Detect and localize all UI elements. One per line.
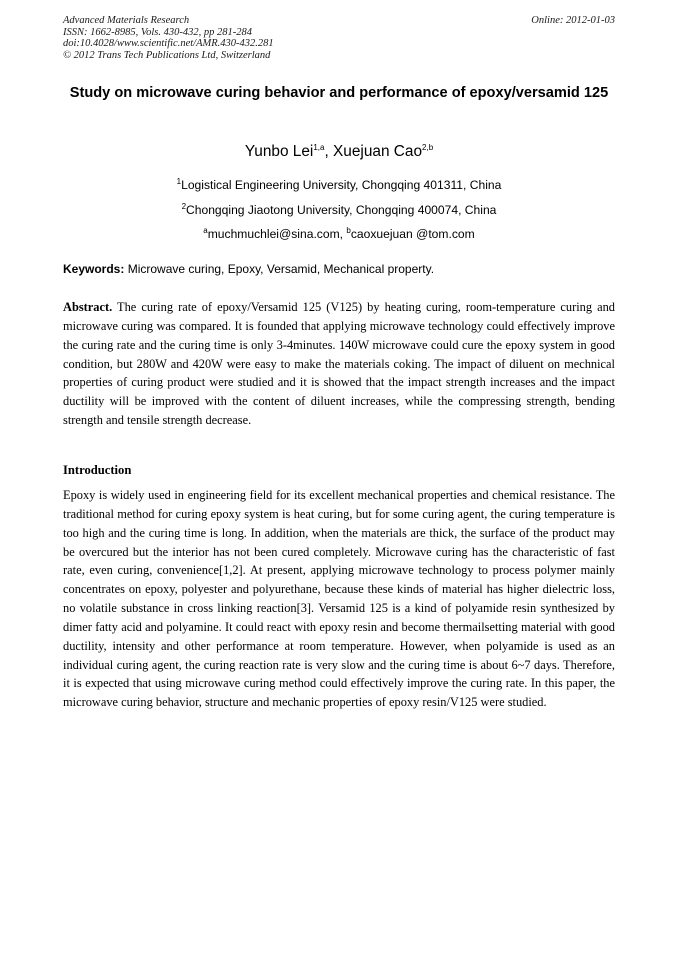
- affiliation-2: [63, 202, 615, 218]
- keywords-paragraph: [63, 261, 615, 277]
- issn-line: ISSN: 1662-8985, Vols. 430-432, pp 281-284: [63, 26, 252, 38]
- email-line: [63, 226, 615, 242]
- paper-title: Study on microwave curing behavior and performance of epoxy/versamid 125: [69, 85, 609, 101]
- copyright-line: © 2012 Trans Tech Publications Ltd, Switzerland: [63, 49, 271, 61]
- author-2-sup: 2,b: [422, 142, 434, 152]
- keywords-text: Microwave curing, Epoxy, Versamid, Mechanical property.: [124, 262, 435, 276]
- affiliation-1: [63, 177, 615, 193]
- affiliation-2-text: Chongqing Jiaotong University, Chongqing 400074, China: [186, 203, 497, 217]
- doi-line: doi:10.4028/www.scientific.net/AMR.430-432.281: [63, 38, 274, 50]
- abstract-text: The curing rate of epoxy/Versamid 125 (V125) by heating curing, room-temperature curing and microwave curing was compared. It is founded that applying microwave technology could effectively improve the curing rate and the curing time is only 3-4minutes. 140W microwave could cure the epoxy system in good condition, but 280W and 420W were easy to make the materials coking. The impact of diluent on mechnical properties of curing product were studied and it is showed that the impact strength increases and the impact ductility will be improved with the content of diluent increases, while the compressing strength, bending strength and tensile strength decrease.: [63, 300, 615, 428]
- introduction-heading: Introduction: [63, 463, 132, 477]
- author-1-sup: 1,a: [313, 142, 325, 152]
- affiliation-2-sup: 2: [181, 201, 187, 211]
- email-a-sup: a: [203, 225, 208, 235]
- abstract-label: Abstract.: [63, 300, 113, 314]
- keywords-label: Keywords:: [63, 262, 125, 276]
- email-b: caoxuejuan @tom.com: [350, 227, 475, 241]
- author-2-name: Xuejuan Cao: [333, 143, 423, 160]
- online-date: Online: 2012-01-03: [531, 15, 615, 26]
- author-separator: ,: [324, 143, 334, 160]
- email-b-sup: b: [346, 225, 351, 235]
- abstract-paragraph: [63, 298, 615, 430]
- journal-header: [63, 15, 274, 61]
- author-1-name: Yunbo Lei: [244, 143, 314, 160]
- introduction-paragraph: Epoxy is widely used in engineering field for its excellent mechanical properties and chemical resistance. The traditional method for curing epoxy system is heat curing, but for some curing agent, the curing temperature is too high and the curing time is long. In addition, when the materials are thick, the surface of the product may be overcured but the interior has not been cured completely. Microwave curing has the characteristic of fast rate, even curing, convenience[1,2]. At present, applying microwave technology to process polymer mainly concentrates on epoxy, polyester and polyurethane, because these kinds of material has higher dielectric loss, no volatile substance in cross linking reaction[3]. Versamid 125 is a kind of polyamide resin synthesized by dimer fatty acid and polyamine. It could react with epoxy resin and become thermailsetting material with good ductility, intensity and other performance at room temperature. However, when polyamide is used as an individual curing agent, the curing reaction rate is very slow and the curing time is about 6~7 days. Therefore, it is expected that using microwave curing method could effectively improve the curing rate. In this paper, the microwave curing behavior, structure and mechanic properties of epoxy resin/V125 were studied.: [63, 488, 615, 710]
- journal-name: Advanced Materials Research: [63, 15, 190, 26]
- email-a: muchmuchlei@sina.com,: [207, 227, 347, 241]
- affiliation-1-text: Logistical Engineering University, Chongqing 401311, China: [181, 178, 502, 192]
- affiliation-1-sup: 1: [176, 176, 182, 186]
- author-line: [63, 141, 615, 163]
